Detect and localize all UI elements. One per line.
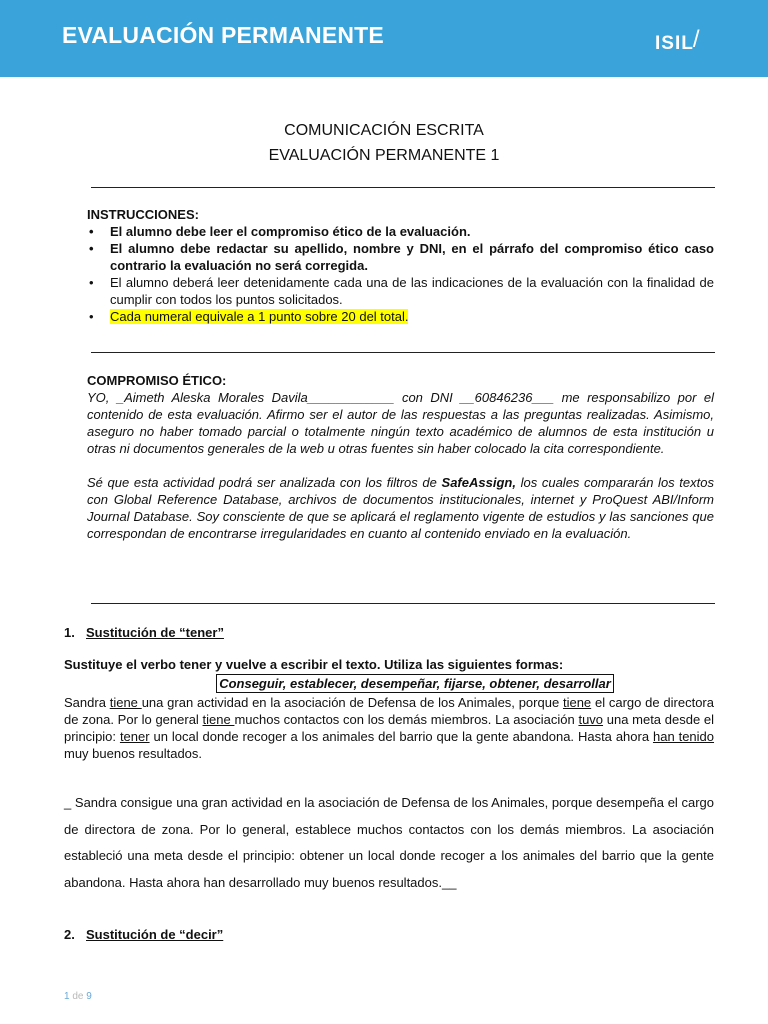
- total-pages: 9: [86, 991, 92, 1002]
- section-label: Sustitución de “tener”: [86, 625, 224, 640]
- isil-logo: [655, 28, 701, 56]
- underlined-verb: tiene: [202, 712, 235, 727]
- section-2-heading: [64, 926, 223, 943]
- current-page: 1: [64, 991, 70, 1002]
- divider: [91, 603, 715, 604]
- logo-slash: /: [692, 26, 701, 53]
- underlined-verb: han tenido: [652, 729, 715, 744]
- ethics-heading: COMPROMISO ÉTICO:: [87, 373, 227, 388]
- verb-forms-box: Conseguir, establecer, desempeñar, fijarse, obtener, desarrollar: [216, 674, 614, 693]
- section-label: Sustitución de “decir”: [86, 927, 224, 942]
- task-instruction: Sustituye el verbo tener y vuelve a escribir el texto. Utiliza las siguientes formas:: [64, 657, 564, 672]
- ethics-block: [87, 372, 714, 542]
- doc-title-line1: COMUNICACIÓN ESCRITA: [284, 122, 484, 139]
- section-number: 2.: [64, 927, 75, 942]
- page-sep: de: [69, 991, 87, 1002]
- underlined-verb: tiene: [562, 695, 592, 710]
- underlined-verb: tuvo: [578, 712, 604, 727]
- header-title: EVALUACIÓN PERMANENTE: [62, 22, 384, 48]
- instructions-block: [87, 206, 714, 325]
- ethics-text: Sé que esta actividad podrá ser analizada con los filtros de: [87, 475, 442, 490]
- header-banner: [0, 0, 768, 77]
- instruction-item: • El alumno debe leer el compromiso ético de la evaluación.: [87, 223, 714, 240]
- section-number: 1.: [64, 625, 75, 640]
- original-text: Sandra tiene una gran actividad en la asociación de Defensa de los Animales, porque tiene el cargo de directora de zona. Por lo general tiene muchos contactos con los demás miembros. La asociación tuvo una meta desde el principio: tener un local donde recoger a los animales del barrio que la gente abandona. Hasta ahora han tenido muy buenos resultados.: [64, 695, 715, 761]
- section-1-task: [64, 656, 714, 762]
- student-answer: _ Sandra consigue una gran actividad en la asociación de Defensa de los Animales, porque desempeña el cargo de directora de zona. Por lo general, establece muchos contactos con los demás miembros. La asociación estableció una meta desde el principio: obtener un local donde recoger a los animales del barrio que la gente abandona. Hasta ahora han desarrollado muy buenos resultados.__: [64, 795, 714, 890]
- ethics-text: los cuales compararán los textos con Global Reference Database, archivos de documentos institucionales, internet y ProQuest ABI/Inform Journal Database. Soy consciente de que se aplicará el reglamento vigente de estudios y las sanciones que correspondan de encontrarse irregularidades en cuanto al contenido enviado en la evaluación.: [87, 475, 714, 541]
- highlighted-instruction: Cada numeral equivale a 1 punto sobre 20 del total.: [110, 309, 409, 324]
- ethics-paragraph-2: [87, 474, 714, 542]
- page-indicator: [64, 988, 92, 1005]
- instruction-item: • El alumno deberá leer detenidamente cada una de las indicaciones de la evaluación con la finalidad de cumplir con todos los puntos solicitados.: [87, 274, 714, 308]
- forms-box-wrap: [64, 674, 714, 693]
- underlined-verb: tiene: [109, 695, 142, 710]
- doc-title-line2: EVALUACIÓN PERMANENTE 1: [268, 147, 500, 164]
- divider: [91, 187, 715, 188]
- ethics-paragraph-1: YO, _Aimeth Aleska Morales Davila____________ con DNI __60846236___ me responsabilizo por el contenido de esta evaluación. Afirmo ser el autor de las respuestas a las preguntas realizadas. Asimismo, aseguro no haber tomado parcial o totalmente ningún texto académico de alumnos de esta institución u otras ni documentos generales de la web u otras fuentes sin haber colocado la cita correspondiente.: [87, 390, 714, 456]
- logo-text: ISIL: [655, 33, 694, 54]
- divider: [91, 352, 715, 353]
- instruction-item: • El alumno debe redactar su apellido, nombre y DNI, en el párrafo del compromiso ético caso contrario la evaluación no será corregida.: [87, 240, 714, 274]
- section-1-heading: [64, 624, 224, 641]
- instructions-heading: INSTRUCCIONES:: [87, 207, 199, 222]
- safeassign-label: SafeAssign,: [441, 475, 516, 490]
- instruction-item: [87, 308, 714, 325]
- instructions-list: [87, 223, 714, 325]
- underlined-verb: tener: [119, 729, 150, 744]
